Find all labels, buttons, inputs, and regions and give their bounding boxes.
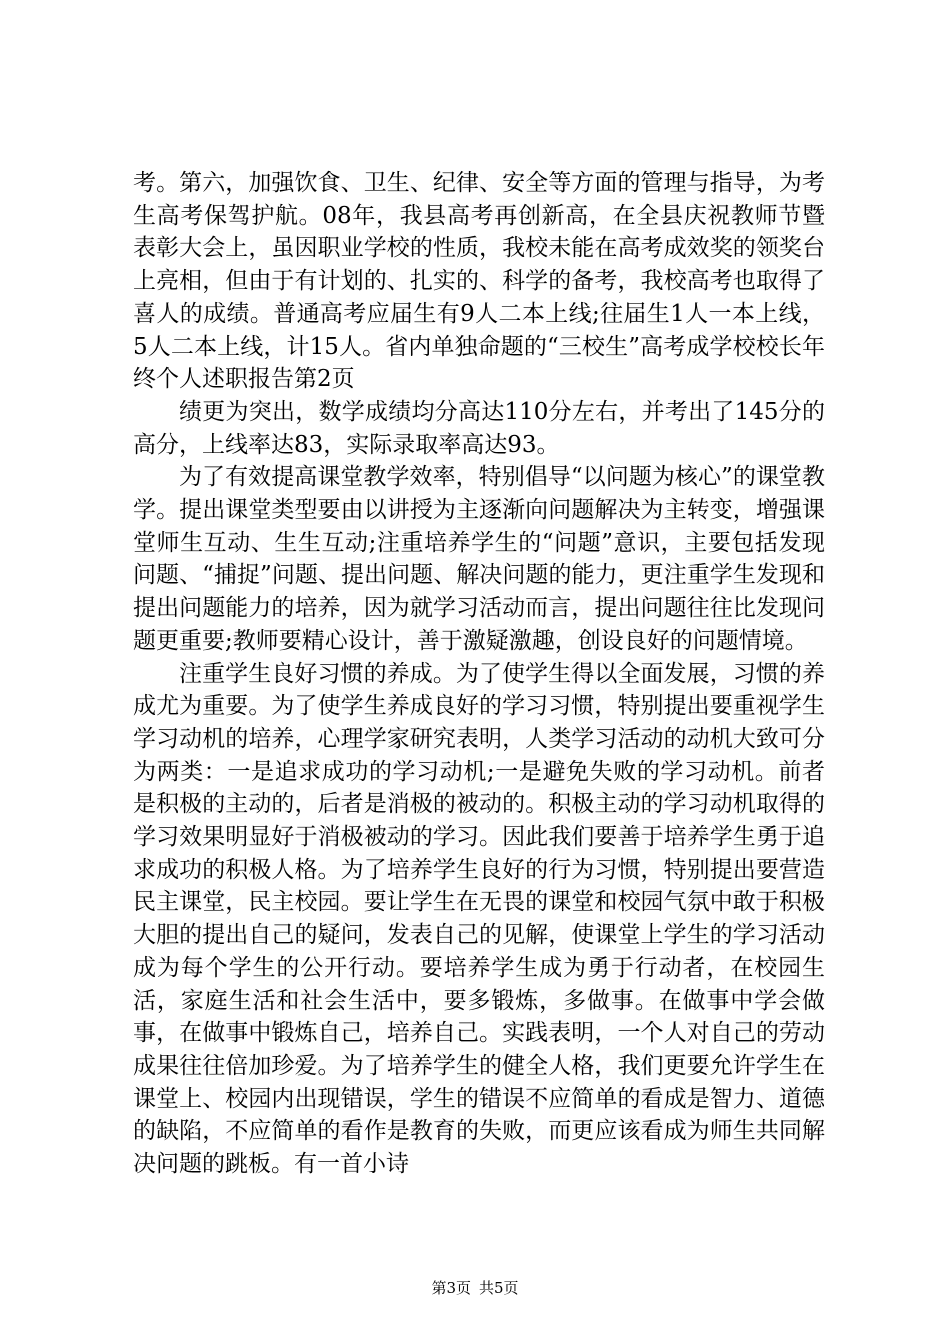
- paragraph-3: 为了有效提高课堂教学效率，特别倡导“以问题为核心”的课堂教学。提出课堂类型要由以讲授为主逐渐向问题解决为主转变，增强课堂师生互动、生生互动;注重培养学生的“问题”意识，主要包括发现问题、“捕捉”问题、提出问题、解决问题的能力，更注重学生发现和提出问题能力的培养，因为就学习活动而言，提出问题往往比发现问题更重要;教师要精心设计，善于激疑激趣，创设良好的问题情境。: [133, 464, 825, 654]
- page-total: 共5页: [479, 1279, 519, 1297]
- paragraph-1: 考。第六，加强饮食、卫生、纪律、安全等方面的管理与指导，为考生高考保驾护航。08年，我县高考再创新高，在全县庆祝教师节暨表彰大会上，虽因职业学校的性质，我校未能在高考成效奖的领奖台上亮相，但由于有计划的、扎实的、科学的备考，我校高考也取得了喜人的成绩。普通高考应届生有9人二本上线;往届生1人一本上线，5人二本上线，计15人。省内单独命题的“三校生”高考成学校校长年终个人述职报告第2页: [133, 170, 825, 393]
- paragraph-2: 绩更为突出，数学成绩均分高达110分左右，并考出了145分的高分，上线率达83，实际录取率高达93。: [133, 398, 825, 458]
- paragraph-4: 注重学生良好习惯的养成。为了使学生得以全面发展，习惯的养成尤为重要。为了使学生养成良好的学习习惯，特别提出要重视学生学习动机的培养，心理学家研究表明，人类学习活动的动机大致可分为两类：一是追求成功的学习动机;一是避免失败的学习动机。前者是积极的主动的，后者是消极的被动的。积极主动的学习动机取得的学习效果明显好于消极被动的学习。因此我们要善于培养学生勇于追求成功的积极人格。为了培养学生良好的行为习惯，特别提出要营造民主课堂，民主校园。要让学生在无畏的课堂和校园气氛中敢于积极大胆的提出自己的疑问，发表自己的见解，使课堂上学生的学习活动成为每个学生的公开行动。要培养学生成为勇于行动者，在校园生活，家庭生活和社会生活中，要多锻炼，多做事。在做事中学会做事，在做事中锻炼自己，培养自己。实践表明，一个人对自己的劳动成果往往倍加珍爱。为了培养学生的健全人格，我们更要允许学生在课堂上、校园内出现错误，学生的错误不应简单的看成是智力、道德的缺陷，不应简单的看作是教育的失败，而更应该看成为师生共同解决问题的跳板。有一首小诗: [133, 660, 825, 1178]
- document-body: [133, 167, 825, 1181]
- page-number: 第3页: [431, 1279, 471, 1297]
- page-footer: [0, 1278, 950, 1298]
